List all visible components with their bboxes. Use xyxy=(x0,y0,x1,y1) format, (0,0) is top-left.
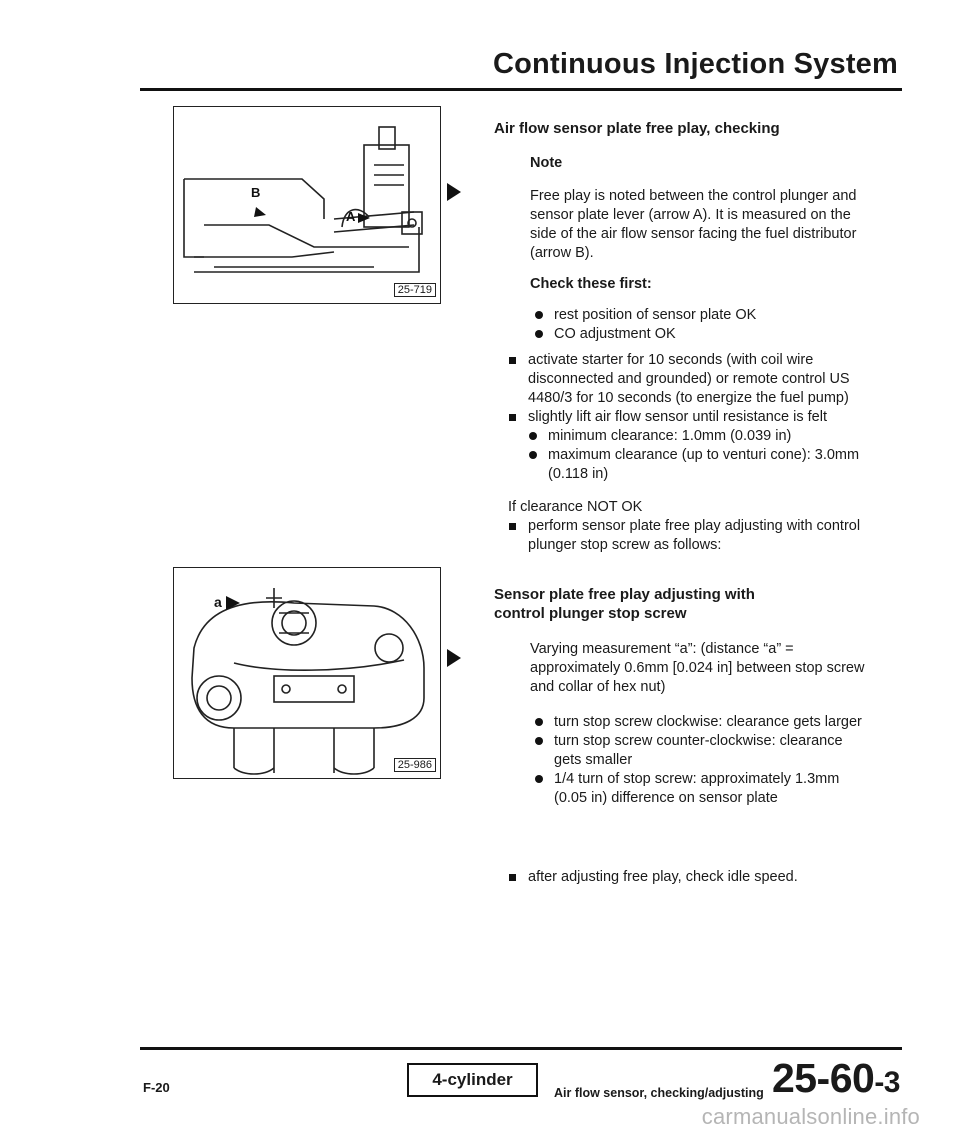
figure-id: 25-986 xyxy=(394,758,436,772)
list-item: activate starter for 10 seconds (with coil wire disconnected and grounded) or remote control US 4480/3 for 10 seconds (to energize the fuel pump) xyxy=(508,351,876,408)
header-rule xyxy=(140,88,902,91)
watermark: carmanualsonline.info xyxy=(701,1104,920,1129)
section1-steps xyxy=(508,351,876,555)
check-label: Check these first: xyxy=(530,276,652,292)
list-item: turn stop screw clockwise: clearance gets larger xyxy=(534,713,870,732)
step-list xyxy=(508,351,876,484)
figure-label-a: A xyxy=(346,209,356,224)
section-badge: 4-cylinder xyxy=(407,1063,538,1097)
note-text: Free play is noted between the control plunger and sensor plate lever (arrow A). It is measured on the side of the air flow sensor facing the fuel distributor (arrow B). xyxy=(530,188,857,261)
section-heading: Sensor plate free play adjusting with control plunger stop screw xyxy=(494,586,755,622)
page-title: Continuous Injection System xyxy=(493,48,898,80)
figure-air-flow-sensor-drawing xyxy=(174,107,440,303)
list-item: maximum clearance (up to venturi cone): 3.0mm (0.118 in) xyxy=(528,446,876,484)
page-number-main: 25-60 xyxy=(771,1055,875,1101)
check-list xyxy=(534,306,875,344)
clearance-list xyxy=(528,427,876,484)
list-item: 1/4 turn of stop screw: approximately 1.3mm (0.05 in) difference on sensor plate xyxy=(534,770,870,808)
step-text: slightly lift air flow sensor until resistance is felt xyxy=(528,409,827,425)
page-number xyxy=(772,1055,900,1102)
footer-subtitle: Air flow sensor, checking/adjusting xyxy=(554,1086,764,1100)
figure-stop-screw-drawing xyxy=(174,568,440,778)
section-heading: Air flow sensor plate free play, checking xyxy=(494,120,780,137)
figure-air-flow-sensor xyxy=(173,106,441,304)
pointer-arrow-icon xyxy=(447,183,461,201)
if-step-list xyxy=(508,517,876,555)
arrow-b-icon xyxy=(254,207,266,217)
section2-final xyxy=(508,868,876,887)
measure-text: Varying measurement “a”: (distance “a” = approximately 0.6mm [0.024 in] between stop screw and collar of hex nut) xyxy=(530,641,865,695)
section2-body xyxy=(530,640,870,808)
list-item: after adjusting free play, check idle speed. xyxy=(508,868,876,887)
page-ref: F-20 xyxy=(143,1080,170,1095)
list-item xyxy=(508,408,876,484)
figure-label-a: a xyxy=(214,594,222,610)
list-item: minimum clearance: 1.0mm (0.039 in) xyxy=(528,427,876,446)
section1-note xyxy=(530,154,875,344)
page-number-suffix: -3 xyxy=(874,1066,900,1099)
list-item: rest position of sensor plate OK xyxy=(534,306,875,325)
figure-label-b: B xyxy=(251,185,261,200)
figure-id: 25-719 xyxy=(394,283,436,297)
figure-stop-screw xyxy=(173,567,441,779)
adjust-list xyxy=(534,713,870,808)
list-item: turn stop screw counter-clockwise: clearance gets smaller xyxy=(534,732,870,770)
list-item: perform sensor plate free play adjusting with control plunger stop screw as follows: xyxy=(508,517,876,555)
final-step-list xyxy=(508,868,876,887)
if-text: If clearance NOT OK xyxy=(508,499,643,515)
list-item: CO adjustment OK xyxy=(534,325,875,344)
footer-rule xyxy=(140,1047,902,1050)
pointer-arrow-icon xyxy=(447,649,461,667)
note-label: Note xyxy=(530,155,563,171)
